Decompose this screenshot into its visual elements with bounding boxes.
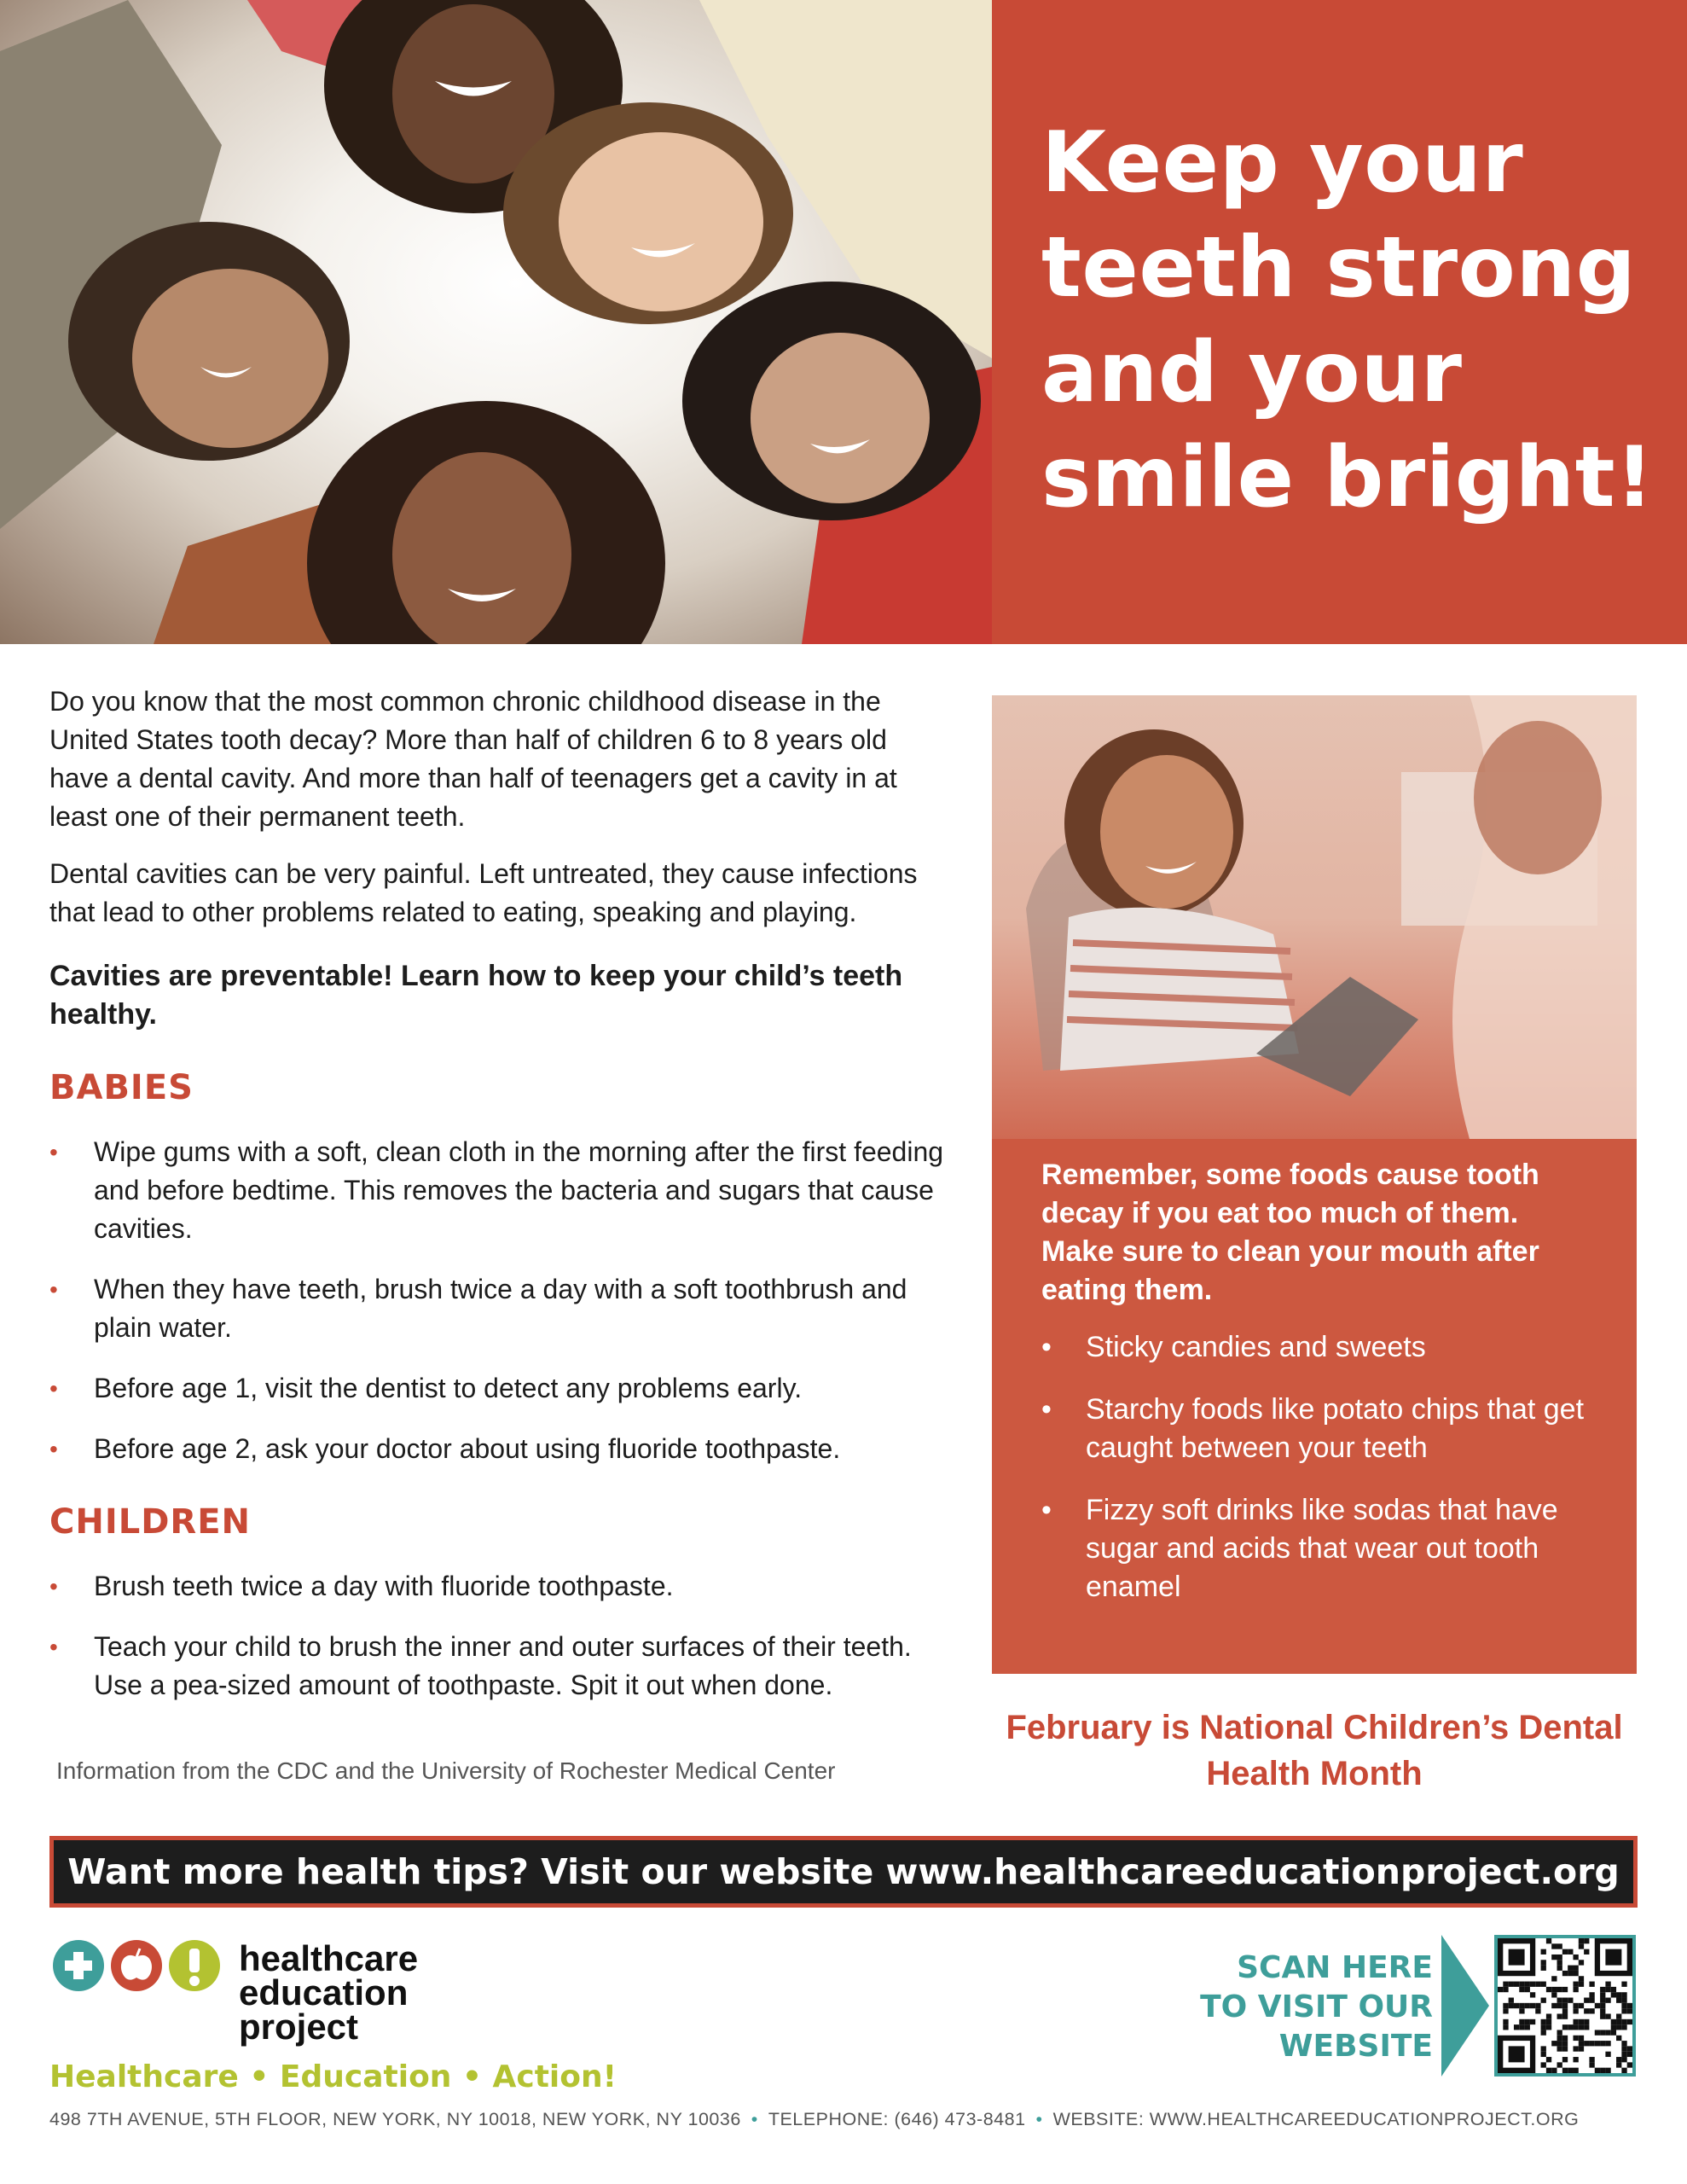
page-title: Keep your teeth strong and your smile bright! <box>1041 114 1655 526</box>
list-item-text: Starchy foods like potato chips that get caught between your teeth <box>1086 1393 1585 1464</box>
exclamation-icon <box>169 1940 220 1991</box>
scan-instructions <box>1177 1949 1433 2066</box>
footer-telephone: TELEPHONE: (646) 473-8481 <box>768 2109 1026 2129</box>
bullet-icon: • <box>1041 1331 1052 1363</box>
source-note: Information from the CDC and the University of Rochester Medical Center <box>56 1757 836 1784</box>
children-circle-illustration <box>0 0 992 644</box>
list-item-text: Wipe gums with a soft, clean cloth in the morning after the first feeding and before bedtime. This removes the bacteria and sugars that cause cavities. <box>94 1136 944 1244</box>
list-item <box>1041 1391 1596 1467</box>
intro-paragraph-1: Do you know that the most common chronic childhood disease in the United States tooth decay? More than half of children 6 to 8 years old have a dental cavity. And more than half of teenagers get a cavity in at least one of their permanent teeth. <box>49 686 897 832</box>
children-list <box>49 1567 945 1705</box>
tagline: Healthcare • Education • Action! <box>49 2059 617 2094</box>
foods-list <box>1041 1328 1596 1606</box>
foods-sidebar <box>992 695 1637 1674</box>
footer-separator: • <box>1035 2109 1043 2129</box>
list-item <box>49 1430 945 1468</box>
list-item <box>1041 1328 1596 1367</box>
bullet-icon: • <box>49 1634 58 1660</box>
list-item <box>1041 1491 1596 1606</box>
children-heading: CHILDREN <box>49 1502 252 1542</box>
list-item <box>49 1369 945 1408</box>
logo-line-2: education <box>239 1972 409 2013</box>
logo-wordmark <box>239 1938 512 2047</box>
intro-paragraph-2: Dental cavities can be very painful. Left untreated, they cause infections that lead to other problems related to eating, speaking and playing. <box>49 858 918 927</box>
main-content <box>49 682 945 1727</box>
babies-list <box>49 1133 945 1468</box>
list-item-text: When they have teeth, brush twice a day with a soft toothbrush and plain water. <box>94 1274 907 1343</box>
footer-address: 498 7TH AVENUE, 5TH FLOOR, NEW YORK, NY 10018, NEW YORK, NY 10036 <box>49 2109 741 2129</box>
babies-heading: BABIES <box>49 1068 194 1107</box>
bullet-icon: • <box>49 1276 58 1303</box>
website-banner[interactable]: Want more health tips? Visit our website www.healthcareeducationproject.org <box>49 1836 1638 1908</box>
list-item-text: Brush teeth twice a day with fluoride toothpaste. <box>94 1571 674 1601</box>
scan-line-2: TO VISIT OUR <box>1200 1989 1433 2024</box>
bullet-icon: • <box>49 1573 58 1600</box>
scan-line-3: WEBSITE <box>1278 2029 1433 2064</box>
arrow-right-icon <box>1441 1935 1489 2077</box>
logo-line-1: healthcare <box>239 1938 419 1978</box>
logo-line-3: project <box>239 2007 359 2047</box>
qr-code[interactable] <box>1494 1935 1636 2077</box>
list-item-text: Fizzy soft drinks like sodas that have sugar and acids that wear out tooth enamel <box>1086 1494 1558 1603</box>
month-note: February is National Children’s Dental Health Month <box>1006 1709 1623 1792</box>
sidebar-text <box>1041 1156 1596 1630</box>
scan-line-1: SCAN HERE <box>1237 1950 1433 1985</box>
list-item-text: Before age 1, visit the dentist to detect any problems early. <box>94 1373 803 1403</box>
list-item <box>49 1270 945 1347</box>
bullet-icon: • <box>49 1139 58 1165</box>
health-cross-icon <box>53 1940 104 1991</box>
list-item <box>49 1567 945 1606</box>
list-item <box>49 1628 945 1705</box>
dentist-photo <box>992 695 1637 1139</box>
hero-photo <box>0 0 992 644</box>
bullet-icon: • <box>49 1375 58 1402</box>
girl-at-dentist-illustration <box>992 695 1637 1139</box>
bullet-icon: • <box>1041 1393 1052 1426</box>
apple-icon <box>111 1940 162 1991</box>
list-item <box>49 1133 945 1248</box>
footer-separator: • <box>751 2109 758 2129</box>
sidebar-intro: Remember, some foods cause tooth decay if you eat too much of them. Make sure to clean your mouth after eating them. <box>1041 1159 1539 1306</box>
list-item-text: Teach your child to brush the inner and outer surfaces of their teeth. Use a pea-sized amount of toothpaste. Spit it out when done. <box>94 1631 912 1700</box>
bullet-icon: • <box>1041 1494 1052 1526</box>
intro-callout: Cavities are preventable! Learn how to keep your child’s teeth healthy. <box>49 960 903 1031</box>
qr-code-pattern <box>1498 1938 1632 2073</box>
hero-panel <box>992 0 1687 644</box>
list-item-text: Sticky candies and sweets <box>1086 1331 1426 1363</box>
footer-contact <box>49 2109 1638 2130</box>
footer-website[interactable]: WEBSITE: WWW.HEALTHCAREEDUCATIONPROJECT.ORG <box>1052 2109 1580 2129</box>
list-item-text: Before age 2, ask your doctor about using fluoride toothpaste. <box>94 1433 841 1464</box>
bullet-icon: • <box>49 1436 58 1462</box>
logo-icons <box>49 1935 229 2003</box>
